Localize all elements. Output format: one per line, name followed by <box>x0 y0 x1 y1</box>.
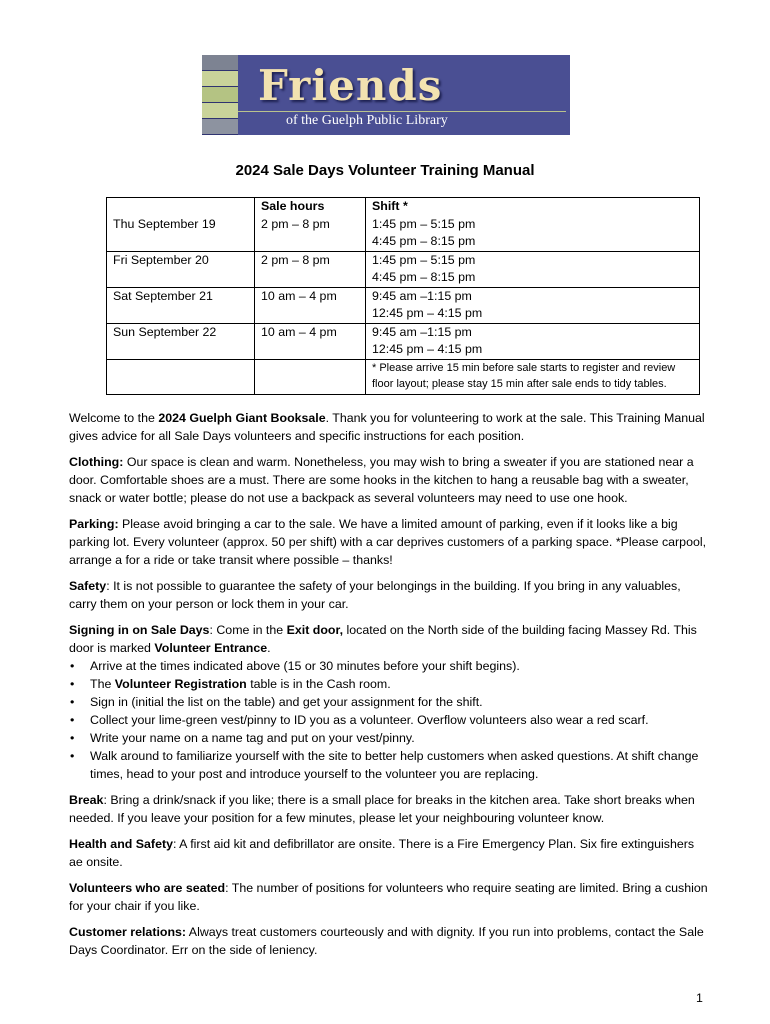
customer-label: Customer relations: <box>69 925 187 939</box>
list-item: • Write your name on a name tag and put on your vest/pinny. <box>69 729 709 747</box>
clothing-paragraph: Clothing: Our space is clean and warm. Nonetheless, you may wish to bring a sweater if you are stationed near a door. Comfortable shoes are a must. There are some hooks in the kitchen to hang a reusable bag with a sweater, snack or water bottle; please do not use a backpack as several volunteers may need to use one hook. <box>69 455 694 505</box>
signin-paragraph: Signing in on Sale Days: Come in the Exit door, located on the North side of the building facing Massey Rd. This door is marked Volunteer Entrance. <box>69 623 697 655</box>
logo-title: Friends <box>258 61 443 110</box>
note-empty-cell <box>255 359 366 394</box>
shift-sun-1: 9:45 am –1:15 pm <box>372 324 472 339</box>
hours-fri: 2 pm – 8 pm <box>255 251 366 287</box>
list-item: • The Volunteer Registration table is in the Cash room. <box>69 675 709 693</box>
header-shift <box>366 198 700 252</box>
volunteer-entrance: Volunteer Entrance <box>154 641 268 655</box>
parking-paragraph: Parking: Please avoid bringing a car to the sale. We have a limited amount of parking, even if it looks like a big parking lot. Every volunteer (approx. 50 per shift) with a car deprives customers of a parking space. *Please carpool, arrange a for a ride or take transit where possible – thanks! <box>69 517 707 567</box>
day-fri: Fri September 20 <box>107 251 255 287</box>
seated-label: Volunteers who are seated <box>69 881 226 895</box>
logo-rule <box>238 111 566 112</box>
friends-logo <box>202 55 570 135</box>
parking-label: Parking: <box>69 517 119 531</box>
document-title: 2024 Sale Days Volunteer Training Manual <box>235 162 535 179</box>
signin-label: Signing in on Sale Days <box>69 623 210 637</box>
table-row <box>107 287 700 323</box>
shift-sat-2: 12:45 pm – 4:15 pm <box>372 306 483 320</box>
shift-header: Shift * <box>372 199 408 213</box>
health-label: Health and Safety <box>69 837 173 851</box>
safety-label: Safety <box>69 579 107 593</box>
list-item: • Arrive at the times indicated above (15 or 30 minutes before your shift begins). <box>69 657 709 675</box>
hours-sat: 10 am – 4 pm <box>255 287 366 323</box>
health-paragraph: Health and Safety: A first aid kit and defibrillator are onsite. There is a Fire Emergency Plan. Six fire extinguishers ae onsite. <box>69 837 695 869</box>
day-thu: Thu September 19 <box>113 216 216 231</box>
shift-note: * Please arrive 15 min before sale starts to register and review floor layout; please stay 15 min after sale ends to tidy tables. <box>366 359 700 394</box>
hours-sun: 10 am – 4 pm <box>255 323 366 359</box>
clothing-label: Clothing: <box>69 455 124 469</box>
page-number: 1 <box>696 991 703 1005</box>
welcome-paragraph: Welcome to the 2024 Guelph Giant Booksale. Thank you for volunteering to work at the sale. This Training Manual gives advice for all Sale Days volunteers and specific instructions for each position. <box>69 411 705 443</box>
table-row <box>107 359 700 394</box>
shift-sun-2: 12:45 pm – 4:15 pm <box>372 342 483 356</box>
break-paragraph: Break: Bring a drink/snack if you like; there is a small place for breaks in the kitchen area. Take short breaks when needed. If you leave your position for a few minutes, please let your neighbouring volunteer know. <box>69 793 695 825</box>
shift-fri-2: 4:45 pm – 8:15 pm <box>372 270 476 284</box>
shift-sat-1: 9:45 am –1:15 pm <box>372 288 472 303</box>
header-day <box>107 198 255 252</box>
header-sale-hours <box>255 198 366 252</box>
list-item: • Collect your lime-green vest/pinny to ID you as a volunteer. Overflow volunteers also wear a red scarf. <box>69 711 709 729</box>
exit-door: Exit door, <box>286 623 344 637</box>
logo-subtitle: of the Guelph Public Library <box>286 113 448 128</box>
break-label: Break <box>69 793 104 807</box>
shifts-fri <box>366 251 700 287</box>
hours-thu: 2 pm – 8 pm <box>261 216 330 231</box>
list-item: • Sign in (initial the list on the table) and get your assignment for the shift. <box>69 693 709 711</box>
safety-paragraph: Safety: It is not possible to guarantee the safety of your belongings in the building. If you bring in any valuables, carry them on your person or lock them in your car. <box>69 579 681 611</box>
schedule-table <box>106 197 700 395</box>
list-item: • Walk around to familiarize yourself with the site to better help customers when asked questions. At shift change times, head to your post and introduce yourself to the volunteer you are replacing. <box>69 747 709 783</box>
shifts-sun <box>366 323 700 359</box>
table-row <box>107 198 700 252</box>
shift-thu-1: 1:45 pm – 5:15 pm <box>372 216 476 231</box>
manual-body <box>69 409 709 967</box>
sale-hours-header: Sale hours <box>261 199 325 213</box>
day-sat: Sat September 21 <box>107 287 255 323</box>
day-sun: Sun September 22 <box>107 323 255 359</box>
logo-stripes <box>202 55 238 135</box>
seated-paragraph: Volunteers who are seated: The number of positions for volunteers who require seating are limited. Bring a cushion for your chair if you like. <box>69 881 708 913</box>
table-row <box>107 323 700 359</box>
shift-fri-1: 1:45 pm – 5:15 pm <box>372 252 476 267</box>
table-row <box>107 251 700 287</box>
shift-thu-2: 4:45 pm – 8:15 pm <box>372 234 476 248</box>
signin-list <box>69 657 709 783</box>
customer-paragraph: Customer relations: Always treat customers courteously and with dignity. If you run into problems, contact the Sale Days Coordinator. Err on the side of leniency. <box>69 925 704 957</box>
note-empty-cell <box>107 359 255 394</box>
shifts-sat <box>366 287 700 323</box>
event-name: 2024 Guelph Giant Booksale <box>158 411 326 425</box>
